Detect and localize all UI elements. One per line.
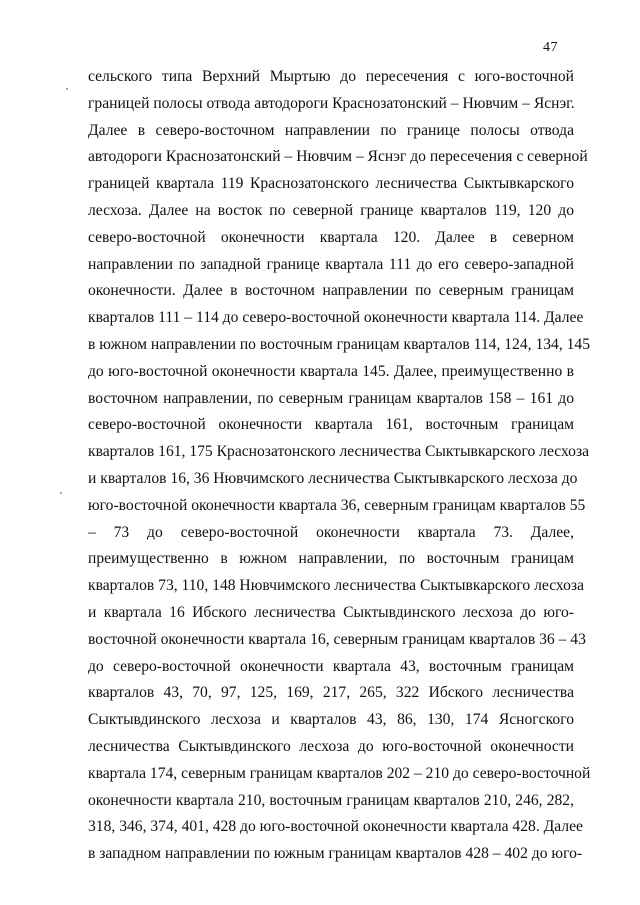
scan-speck [66,88,68,90]
text-line: юго-восточной оконечности квартала 36, северным границам кварталов 55 [88,496,586,514]
text-line: и квартала 16 Ибского лесничества Сыктывдинского лесхоза до юго- [88,603,574,621]
text-line: направлении по западной границе квартала 111 до его северо-западной [88,255,574,273]
text-line: 318, 346, 374, 401, 428 до юго-восточной оконечности квартала 428. Далее [88,818,583,836]
text-line: северо-восточной оконечности квартала 120. Далее в северном [88,228,574,246]
text-line: лесхоза. Далее на восток по северной границе кварталов 119, 120 до [88,201,574,219]
text-line: оконечности. Далее в восточном направлении по северным границам [88,282,574,300]
body-text [88,64,591,868]
text-line: автодороги Краснозатонский – Нювчим – Яснэг до пересечения с северной [88,148,588,166]
text-line: преимущественно в южном направлении, по восточным границам [88,550,574,568]
text-line: квартала 174, северным границам кварталов 202 – 210 до северо-восточной [88,764,591,782]
text-line: до юго-восточной оконечности квартала 145. Далее, преимущественно в [88,362,574,380]
text-line: кварталов 43, 70, 97, 125, 169, 217, 265, 322 Ибского лесничества [88,684,574,702]
page-number: 47 [543,40,558,55]
text-line: оконечности квартала 210, восточным границам кварталов 210, 246, 282, [88,791,574,809]
text-line: – 73 до северо-восточной оконечности квартала 73. Далее, [88,523,574,541]
text-line: северо-восточной оконечности квартала 161, восточным границам [88,416,574,434]
text-line: и кварталов 16, 36 Нювчимского лесничества Сыктывкарского лесхоза до [88,469,578,487]
text-line: Далее в северо-восточном направлении по границе полосы отвода [88,121,574,139]
text-line: кварталов 161, 175 Краснозатонского лесничества Сыктывкарского лесхоза [88,443,590,461]
text-line: до северо-восточной оконечности квартала 43, восточным границам [88,657,574,675]
text-line: границей полосы отвода автодороги Краснозатонский – Нювчим – Яснэг. [88,94,575,112]
text-line: в западном направлении по южным границам кварталов 428 – 402 до юго- [88,845,583,863]
text-line: сельского типа Верхний Мыртыю до пересечения с юго-восточной [88,68,574,85]
text-line: лесничества Сыктывдинского лесхоза до юго-восточной оконечности [88,737,574,755]
text-line: восточной оконечности квартала 16, северным границам кварталов 36 – 43 [88,630,586,648]
scan-speck [60,492,62,494]
text-line: границей квартала 119 Краснозатонского лесничества Сыктывкарского [88,175,574,193]
text-line: восточном направлении, по северным границам кварталов 158 – 161 до [88,389,574,407]
text-line: в южном направлении по восточным границам кварталов 114, 124, 134, 145 [88,335,591,353]
text-line: кварталов 73, 110, 148 Нювчимского лесничества Сыктывкарского лесхоза [88,577,584,595]
text-line: Сыктывдинского лесхоза и кварталов 43, 86, 130, 174 Ясногского [88,711,574,729]
text-line: кварталов 111 – 114 до северо-восточной оконечности квартала 114. Далее [88,309,584,327]
